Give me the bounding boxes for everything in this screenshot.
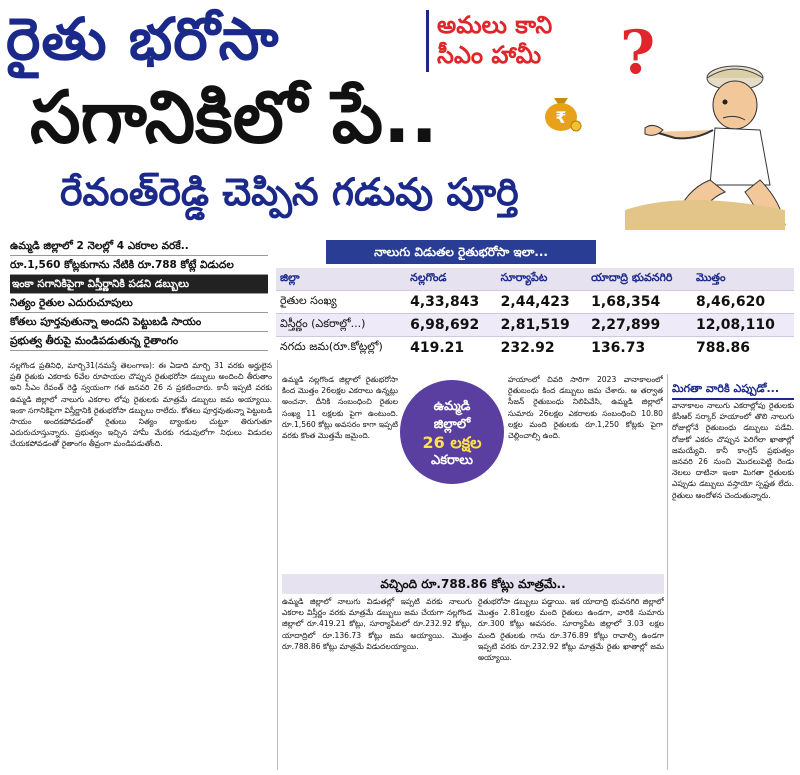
table-cell: 419.21 (406, 337, 497, 360)
district-table (276, 268, 794, 359)
highlights-list (10, 237, 268, 351)
column-header: సూర్యాపేట (497, 268, 588, 291)
table-row (276, 337, 794, 360)
article-column-1: నల్లగొండ ప్రతినిధి, మార్చి31(నమస్తే తెలంగాణ): ఈ ఏడాది మార్చి 31 వరకు అర్హులైన ప్రతి రైతుకు ఎకరాకు 6వేల రూపాయల చొప్పున రైతుభరోసా డబ్బులు అందించి తీరుతాం అని సీఎం రేవంత్ రెడ్డి స్వయంగా గత జనవరి 26 న ప్రకటించారు. కానీ ఇప్పటి వరకు ఉమ్మడి జిల్లాలో నాలుగు ఎకరాల లోపు రైతులకు మాత్రమే డబ్బులు జమ అయ్యాయి. ఇంకా సగానికిపైగా విస్తీర్ణానికి రైతుభరోసా డబ్బులు రాలేదు. కోతలు పూర్తవుతున్నా పెట్టుబడి సాయం అందకపోవడంతో రైతులు నిత్యం బ్యాంకుల చుట్టూ తిరుగుతూ ఎదురుచూస్తున్నారు. ప్రభుత్వం ఇచ్చిన హామీ మేరకు గడువులోగా నిధులు విడుదల చేయకపోవడంతో రైతాంగం తీవ్రంగా మండిపడుతోంది. (10, 361, 272, 449)
highlight-item: రూ.1,560 కోట్లకుగాను నేటికి రూ.788 కోట్లే విడుదల (10, 256, 268, 275)
table-cell: 4,33,843 (406, 291, 497, 314)
article-column-2: ఉమ్మడి నల్లగొండ జిల్లాలో రైతుభరోసా కింద మొత్తం 26లక్షల ఎకరాలు ఉన్నట్లు అంచనా. దీనికి సంబంధించి రైతుల సంఖ్య 11 లక్షలకు పైగా ఉంటుంది. రూ.1,560 కోట్లు అవసరం కాగా ఇప్పటి వరకు కొంత మొత్తమే జమైంది. (282, 375, 398, 441)
row-label: విస్తీర్ణం (ఎకరాల్లో...) (276, 314, 406, 337)
highlight-item: ఉమ్మడి జిల్లాలో 2 నెలల్లో 4 ఎకరాల వరకే.. (10, 237, 268, 256)
callout-line3: 26 లక్షల (422, 433, 482, 452)
callout-line2: జిల్లాలో (433, 417, 471, 432)
column-header: నల్లగొండ (406, 268, 497, 291)
tagline-line1: అమలు కాని (437, 11, 553, 39)
acreage-callout (400, 380, 504, 484)
svg-text:₹: ₹ (555, 108, 567, 127)
table-cell: 1,68,354 (587, 291, 692, 314)
highlight-item: ప్రభుత్వ తీరుపై మండిపడుతున్న రైతాంగం (10, 332, 268, 351)
table-header-row (276, 268, 794, 291)
callout-line1: ఉమ్మడి (433, 399, 471, 414)
table-cell: 2,27,899 (587, 314, 692, 337)
table-cell: 788.86 (692, 337, 794, 360)
row-label: రైతుల సంఖ్య (276, 291, 406, 314)
highlight-item: ఇంకా సగానికిపైగా విస్తీర్ణానికి పడని డబ్బులు (10, 275, 268, 294)
question-mark: ? (620, 18, 656, 88)
highlight-item: కోతలు పూర్తవుతున్నా అందని పెట్టుబడి సాయం (10, 313, 268, 332)
headline-line1: రైతు భరోసా (6, 5, 280, 73)
tagline-box (426, 10, 589, 72)
article-column-4: వానాకాలం నాలుగు ఎకరాల్లోపు రైతులకు కేసీఆర్ సర్కార్ హయాంలో తొలి నాలుగు రోజుల్లోనే రైతుబంధు డబ్బులు పడేవి. రోజుకో ఎకరం చొప్పున పెరిగేలా ఖాతాల్లో జమయ్యేవి. కానీ కాంగ్రెస్ ప్రభుత్వం జనవరి 26 నుంచి మొదలుపెట్టి రెండు నెలలు దాటినా ఇంకా మిగతా రైతులకు ఎప్పుడు డబ్బులు వస్తాయో స్పష్టత లేదు. రైతులు ఆందోళన చెందుతున్నారు. (672, 401, 794, 500)
table-cell: 2,44,423 (497, 291, 588, 314)
table-cell: 2,81,519 (497, 314, 588, 337)
table-cell: 8,46,620 (692, 291, 794, 314)
table-cell: 232.92 (497, 337, 588, 360)
farmer-illustration (585, 60, 795, 230)
column-header: యాదాద్రి భువనగిరి (587, 268, 692, 291)
tagline-line2: సీఎం హామీ (437, 41, 542, 69)
headline-line2: సగానికిలో పే.. (30, 75, 438, 159)
table-row (276, 314, 794, 337)
highlight-item: నిత్యం రైతుల ఎదురుచూపులు (10, 294, 268, 313)
subheadline: రేవంత్‌రెడ్డి చెప్పిన గడువు పూర్తి (60, 170, 519, 214)
column-header: జిల్లా (276, 268, 406, 291)
column-divider (277, 360, 278, 770)
article-column-3: హయాంలో చివరి సారిగా 2023 వానాకాలంలో రైతుబంధు కింద డబ్బులు జమ చేశారు. ఆ తర్వాత సీజన్ రైతుబంధు నిలిపివేసి, ఉమ్మడి జిల్లాలో సుమారు 26లక్షల ఎకరాలకు సంబంధించి 10.80 లక్షల మంది రైతులకు రూ.1,250 కోట్లకు పైగా చెల్లించాల్సి ఉంది. (508, 375, 663, 441)
money-bag-icon (538, 90, 584, 132)
side-heading: మిగతా వారికి ఎప్పుడో... (672, 382, 794, 400)
column-divider (667, 374, 668, 770)
table-cell: 136.73 (587, 337, 692, 360)
row-label: నగదు జమ(రూ.కోట్లల్లో) (276, 337, 406, 360)
mid-heading: వచ్చింది రూ.788.86 కోట్లు మాత్రమే.. (282, 574, 664, 594)
table-banner: నాలుగు విడుతల రైతుభరోసా ఇలా... (326, 240, 596, 264)
callout-line4: ఎకరాలు (431, 453, 473, 468)
table-cell: 6,98,692 (406, 314, 497, 337)
article-column-6: రైతుభరోసా డబ్బులు పడ్డాయి. ఇక యాదాద్రి భువనగిరి జిల్లాలో మొత్తం 2.81లక్షల మంది రైతులు ఉండగా, వారికి సుమారు రూ.300 కోట్లు అవసరం. సూర్యాపేట జిల్లాలో 3.03 లక్షల మంది రైతులకు గాను రూ.376.89 కోట్లు రావాల్సి ఉండగా ఇప్పటి వరకు రూ.232.92 కోట్లు మాత్రమే రైతు ఖాతాల్లో జమ అయ్యాయి. (478, 597, 664, 663)
column-header: మొత్తం (692, 268, 794, 291)
table-row (276, 291, 794, 314)
article-column-5: ఉమ్మడి జిల్లాలో నాలుగు విడుతల్లో ఇప్పటి వరకు నాలుగు ఎకరాల విస్తీర్ణం వరకు మాత్రమే డబ్బులు జమ చేయగా నల్లగొండ జిల్లాలో రూ.419.21 కోట్లు, సూర్యాపేటలో రూ.232.92 కోట్లు, యాదాద్రిలో రూ.136.73 కోట్లు జమ అయ్యాయి. మొత్తం రూ.788.86 కోట్లు మాత్రమే విడుదలయ్యాయి. (282, 597, 472, 651)
table-cell: 12,08,110 (692, 314, 794, 337)
